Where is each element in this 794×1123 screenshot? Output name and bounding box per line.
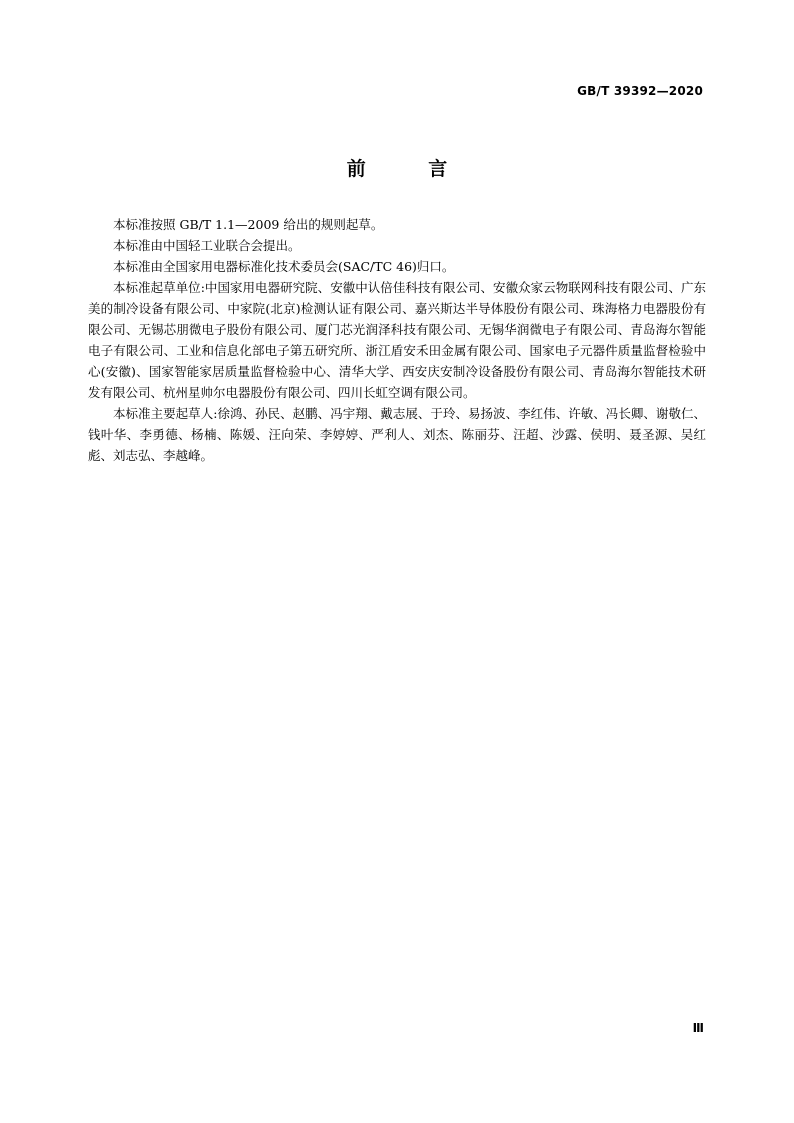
paragraph-drafting-units: 本标准起草单位:中国家用电器研究院、安徽中认倍佳科技有限公司、安徽众家云物联网科技有限公司、广东美的制冷设备有限公司、中家院(北京)检测认证有限公司、嘉兴斯达半导体股份有限公司、珠海格力电器股份有限公司、无锡芯朋微电子股份有限公司、厦门芯光润泽科技有限公司、无锡华润微电子有限公司、青岛海尔智能电子有限公司、工业和信息化部电子第五研究所、浙江盾安禾田金属有限公司、国家电子元器件质量监督检验中心(安徽)、国家智能家居质量监督检验中心、清华大学、西安庆安制冷设备股份有限公司、青岛海尔智能技术研发有限公司、杭州星帅尔电器股份有限公司、四川长虹空调有限公司。 xyxy=(88,280,706,400)
paragraph-centralized-unit: 本标准由全国家用电器标准化技术委员会(SAC/TC 46)归口。 xyxy=(113,259,455,274)
paragraph-main-drafters: 本标准主要起草人:徐鸿、孙民、赵鹏、冯宇翔、戴志展、于玲、易扬波、李红伟、许敏、冯长卿、谢敬仁、钱叶华、李勇德、杨楠、陈媛、汪向荣、李婷婷、严利人、刘杰、陈丽芬、汪超、沙露、侯明、聂圣源、吴红彪、刘志弘、李越峰。 xyxy=(88,406,706,463)
standard-number: GB/T 39392—2020 xyxy=(577,84,703,98)
page-title: 前 言 xyxy=(346,158,476,180)
paragraph-proposer: 本标准由中国轻工业联合会提出。 xyxy=(113,238,301,253)
page-number: Ⅲ xyxy=(692,1021,704,1035)
foreword-body xyxy=(88,214,706,466)
paragraph-drafting-rules: 本标准按照 GB/T 1.1—2009 给出的规则起草。 xyxy=(113,217,384,232)
